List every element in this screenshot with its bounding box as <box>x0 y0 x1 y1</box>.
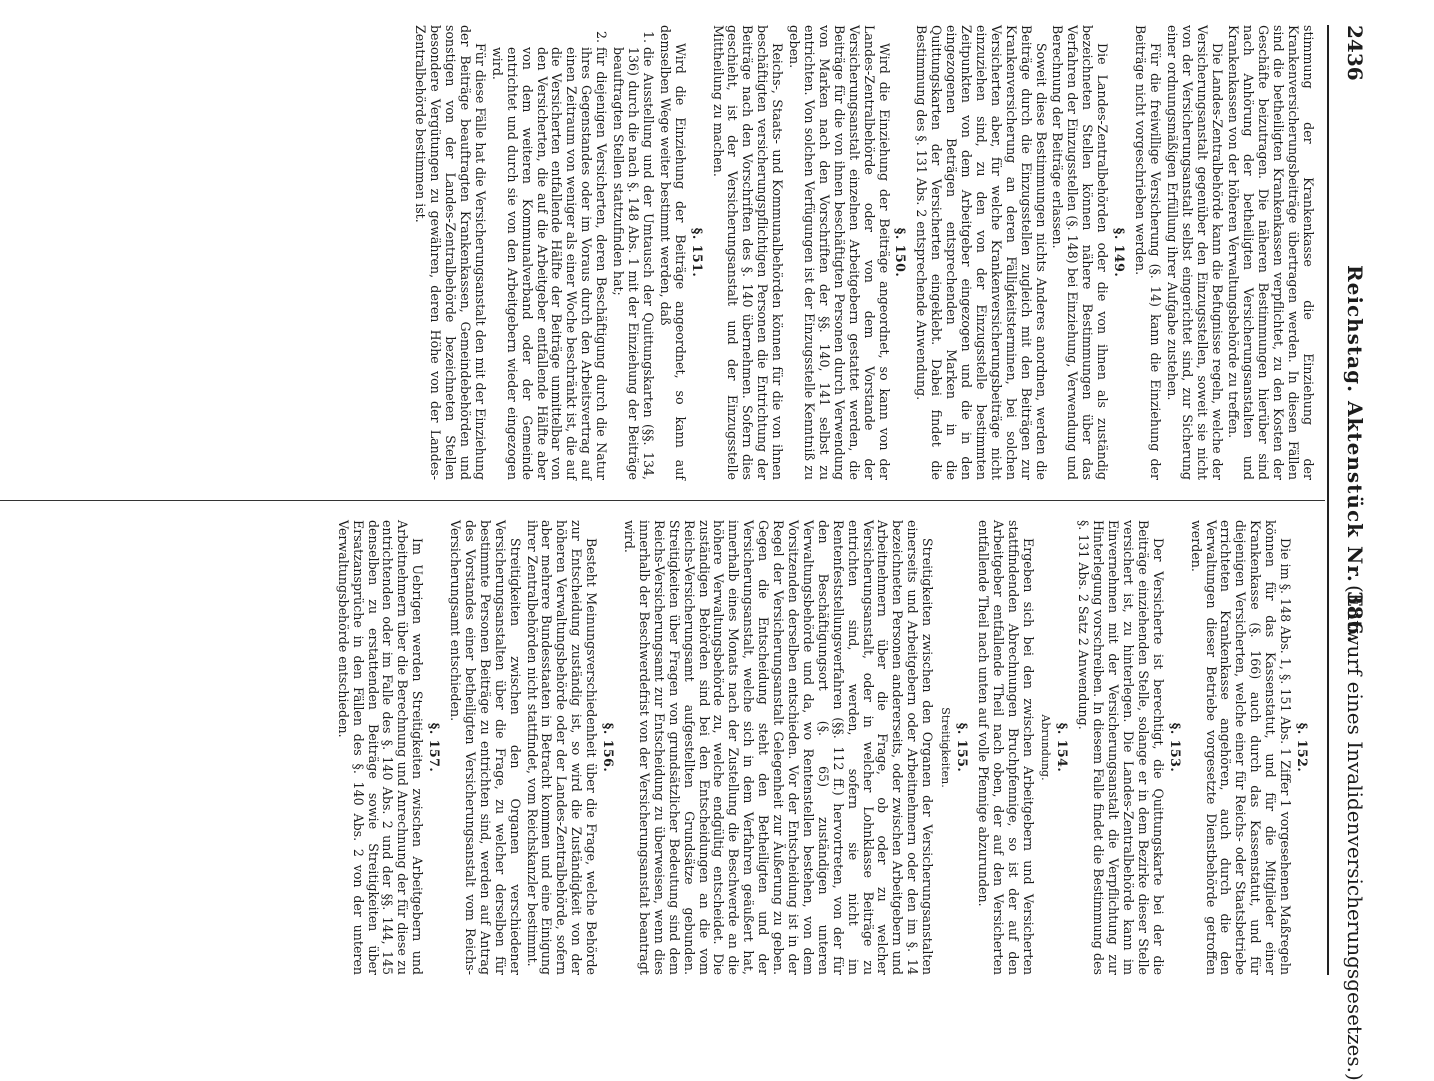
section-heading-150: §. 150. <box>893 227 909 278</box>
paragraph: Für diese Fälle hat die Versicherungsanstalt den mit der Einziehung der Beiträge beauftragten Krankenkassen, Gemeindebehörden und sonstigen von der Landes-Zentralbehörde bezeichneten Stellen besondere Vergütungen zu gewähren, deren Höhe von der Landes-Zentralbehörde bestimmen ist. <box>413 25 488 480</box>
section-heading-155: §. 155. <box>954 722 970 773</box>
list-item: 1. die Ausstellung und der Umtausch der Quittungskarten (§§. 134, 136) durch die nach §. 148 Abs. 1 mit der Einziehung der Beiträge beauftragten Stellen stattzufinden hat; <box>610 47 655 480</box>
page-number: 2436 <box>1343 25 1367 81</box>
paragraph: Wird die Einziehung der Beiträge angeordnet, so kann auf demselben Wege weiter bestimmt werden, daß <box>657 25 688 480</box>
section-subheading: Abrundung. <box>1039 714 1053 781</box>
paragraph: Die im §. 148 Abs. 1, §. 151 Abs. 1 Ziffer 1 vorgesehenen Maßregeln können für das Kassenstatut, und für die Mitglieder einer Krankenkasse (§. 166) auch durch das Kassenstatut, und für diejenigen Versicherten, welche einer für Reichs- oder Staatsbetriebe errichteten Krankenkasse angehören, auch durch die den Verwaltungen dieser Betriebe vorgesetzte Dienstbehörde getroffen werden. <box>1188 520 1294 975</box>
section-heading-151: §. 151. <box>689 227 705 278</box>
paragraph: Der Versicherte ist berechtigt, die Quittungskarte bei der die Beiträge einziehenden Stelle, solange er in dem Bezirke dieser Stelle versichert ist, zu hinterlegen. Die Landes-Zentralbehörde kann im Einvernehmen mit der Versicherungsanstalt die Verpflichtung zur Hinterlegung vorschreiben. In diesem Falle findet die Bestimmung des §. 131 Abs. 2 Satz 2 Anwendung. <box>1076 520 1166 975</box>
paragraph: Die Landes-Zentralbehörden oder die von ihnen als zuständig bezeichneten Stellen können nähere Bestimmungen über das Verfahren der Einzugsstellen (§. 148) bei Einziehung, Verwendung und Berechnung der Beiträge erlassen. <box>1050 25 1111 480</box>
paragraph: Streitigkeiten zwischen den Organen verschiedener Versicherungsanstalten über die Frage, zu welcher derselben für bestimmte Personen Beiträge zu entrichten sind, werden auf Antrag des Vorstandes einer betheiligten Versicherungsanstalt vom Reichs-Versicherungsamt entschieden. <box>448 520 523 975</box>
section-heading-153: §. 153. <box>1167 722 1183 773</box>
left-column <box>410 25 1315 480</box>
section-heading-157: §. 157. <box>427 722 443 773</box>
section-heading-149: §. 149. <box>1112 227 1128 278</box>
paragraph: stimmung der Krankenkasse die Einziehung der Krankenversicherungsbeiträge übertragen werden. In diesen Fällen sind die betheiligten Krankenkassen verpflichtet, zu den Kosten der Geschäfte beizutragen. Die näheren Bestimmungen hierüber sind nach Anhörung der betheiligten Versicherungsanstalten und Krankenkassen von der höheren Verwaltungsbehörde zu treffen. <box>1226 25 1316 480</box>
paragraph: Reichs-, Staats- und Kommunalbehörden können für die von ihnen beschäftigten versicherungspflichtigen Personen die Entrichtung der Beiträge nach den Vorschriften des §. 140 übernehmen. Sofern dies geschieht, ist der Versicherungsanstalt und der Einzugsstelle Mittheilung zu machen. <box>710 25 786 480</box>
section-subheading: Streitigkeiten. <box>939 707 953 788</box>
column-divider <box>0 500 1325 501</box>
paragraph: Soweit diese Bestimmungen nichts Anderes anordnen, werden die Beiträge durch die Einzugsstellen zugleich mit den Beiträgen zur Krankenversicherung an deren Fälligkeitsterminen, bei solchen Versicherten aber, für welche Krankenversicherungsbeiträge nicht einzuziehen sind, zu den von der Einzugsstelle bestimmten Zeitpunkten von dem Arbeitgeber eingezogen und die in den eingezogenen Beträgen entsprechenden Marken in die Quittungskarten der Versicherten eingeklebt. Dabei findet die Bestimmung des §. 131 Abs. 2 entsprechende Anwendung. <box>914 25 1049 480</box>
section-heading-152: §. 152. <box>1295 722 1310 773</box>
section-heading-154: §. 154. <box>1055 722 1071 773</box>
paragraph: Ergeben sich bei den zwischen Arbeitgebern und Versicherten stattfindenden Abrechnungen Bruchpfennige, so ist der auf den Arbeitgeber entfallende Theil nach oben, der auf den Versicherten entfallende Theil nach unten auf volle Pfennige abzurunden. <box>975 520 1036 975</box>
paragraph: Streitigkeiten zwischen den Organen der Versicherungsanstalten einerseits und Arbeitgebern oder Arbeitnehmern oder den im §. 14 bezeichneten Personen andererseits, oder zwischen Arbeitgebern und Arbeitnehmern über die Frage, ob oder zu welcher Versicherungsanstalt, oder in welcher Lohnklasse Beiträge zu entrichten sind, werden, sofern sie nicht im Rentenfeststellungsverfahren (§§. 112 ff.) hervortreten, von der für den Beschäftigungsort (§. 65) zuständigen unteren Verwaltungsbehörde und da, wo Rentenstellen bestehen, von dem Vorsitzenden derselben entschieden. Vor der Entscheidung ist in der Regel der Versicherungsanstalt Gelegenheit zur Äußerung zu geben. Gegen die Entscheidung steht den Betheiligten und der Versicherungsanstalt, welche sich in dem Verfahren geäußert hat, innerhalb eines Monats nach der Zustellung die Beschwerde an die höhere Verwaltungsbehörde zu, welche endgültig entscheidet. Die zuständigen Behörden sind bei den Entscheidungen an die vom Reichs-Versicherungsamt aufgestellten Grundsätze gebunden. Streitigkeiten über Fragen von grundsätzlicher Bedeutung sind dem Reichs-Versicherungsamt zur Entscheidung zu überweisen, wenn dies innerhalb der Beschwerdefrist von der Versicherungsanstalt beantragt wird. <box>622 520 936 975</box>
paragraph: Wird die Einziehung der Beiträge angeordnet, so kann von der Landes-Zentralbehörde oder von dem Vorstande der Versicherungsanstalt einzelnen Arbeitgebern gestattet werden, die Beiträge für die von ihnen beschäftigten Personen durch Verwendung von Marken nach den Vorschriften der §§. 140, 141 selbst zu entrichten. Von solchen Verfügungen ist der Einzugsstelle Kenntniß zu geben. <box>787 25 892 480</box>
paragraph: Besteht Meinungsverschiedenheit über die Frage, welche Behörde zur Entscheidung zuständig ist, so wird die Zuständigkeit von der höheren Verwaltungsbehörde oder der Landes-Zentralbehörde, sofern aber mehrere Bundesstaaten in Betracht kommen und eine Einigung ihrer Zentralbehörden nicht stattfindet, vom Reichskanzler bestimmt. <box>524 520 600 975</box>
paragraph: Im Uebrigen werden Streitigkeiten zwischen Arbeitgebern und Arbeitnehmern über die Berechnung und Anrechnung der für diese zu entrichtenden oder im Falle des §. 140 Abs. 2 und der §§. 144, 145 denselben zu erstattenden Beiträge sowie Streitigkeiten über Ersatzansprüche in den Fällen des §. 140 Abs. 2 von der unteren Verwaltungsbehörde entschieden. <box>335 520 426 975</box>
numbered-list <box>489 25 655 480</box>
section-heading-156: §. 156. <box>601 722 617 773</box>
paragraph: Die Landes-Zentralbehörde kann die Befugnisse regeln, welche der Versicherungsanstalt gegenüber den Einzugsstellen, soweit sie nicht von der Versicherungsanstalt selbst eingerichtet sind, zur Sicherung einer ordnungsmäßigen Erfüllung ihrer Aufgabe zustehen. <box>1164 25 1225 480</box>
page-header <box>1327 25 1375 1081</box>
paragraph: Für die freiwillige Versicherung (§. 14) kann die Einziehung der Beiträge nicht vorgeschrieben werden. <box>1133 25 1163 480</box>
running-title: Reichstag. Aktenstück Nr. 386. <box>1343 265 1367 644</box>
rotated-page <box>0 25 1375 1081</box>
running-subtitle: (Entwurf eines Invalidenversicherungsgesetzes.) <box>1343 585 1367 1081</box>
list-item: 2. für diejenigen Versicherten, deren Beschäftigung durch die Natur ihres Gegenstandes oder im Voraus durch den Arbeitsvertrag auf einen Zeitraum von weniger als einer Woche beschränkt ist, die auf die Versicherten entfallende Hälfte der Beiträge unmittelbar von den Versicherten, die auf die Arbeitgeber entfallende Hälfte aber von dem weiteren Kommunalverband oder der Gemeinde entrichtet und durch sie von den Arbeitgebern wieder eingezogen wird. <box>489 47 608 480</box>
right-column <box>333 520 1315 975</box>
